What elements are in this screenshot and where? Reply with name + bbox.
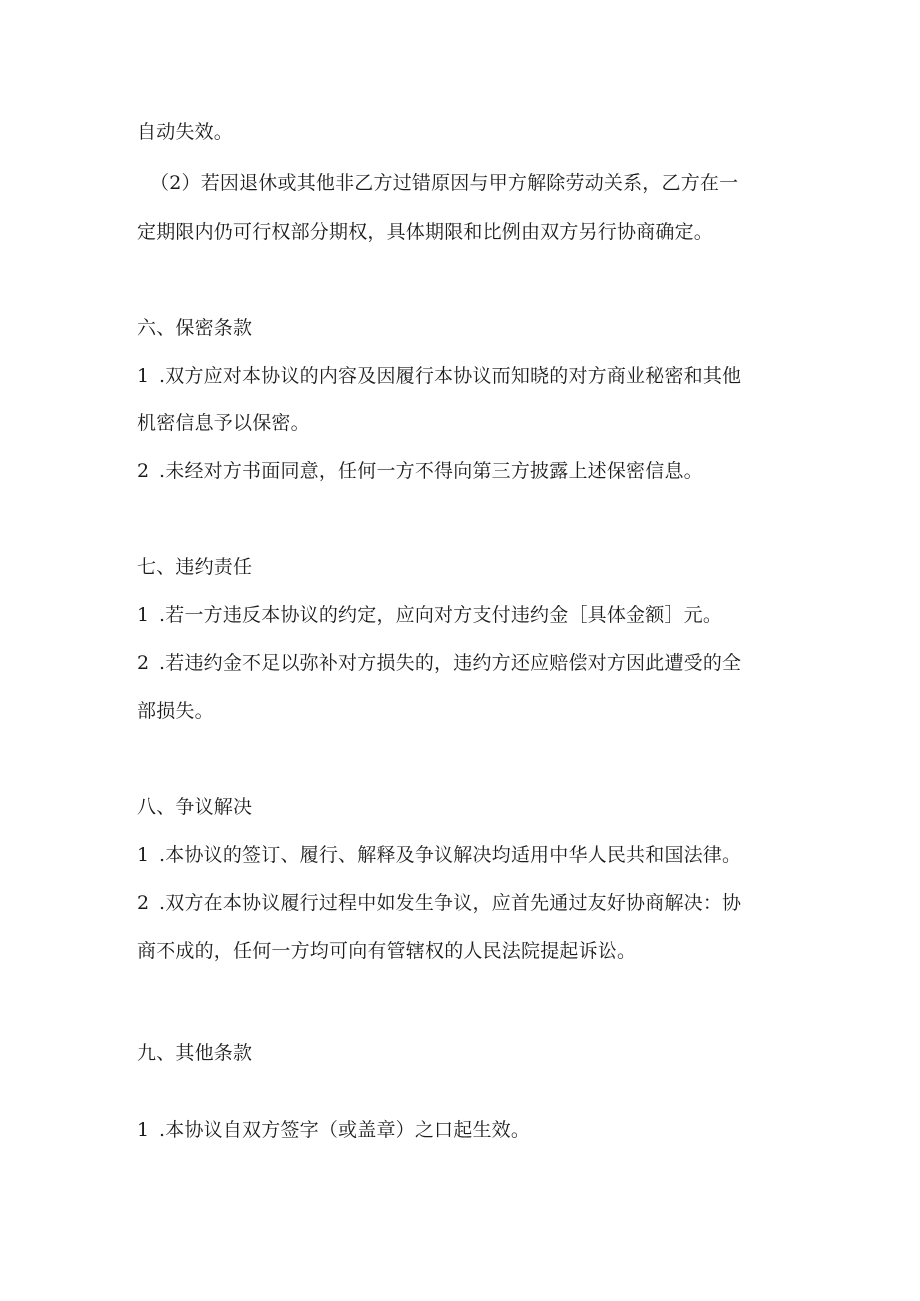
section9-heading: 九、其他条款 [137, 1042, 253, 1064]
item-text: .若一方违反本协议的约定，应向对方支付违约金［具体金额］元。 [159, 604, 723, 626]
item-number: 1 [137, 844, 150, 866]
section7-item1-line1 [137, 602, 722, 628]
item-text: .双方在本协议履行过程中如发生争议，应首先通过友好协商解决：协 [159, 892, 742, 914]
item-number: 2 [137, 892, 150, 914]
section7-item2-line2: 部损失。 [137, 700, 214, 722]
item-text: .本协议的签订、履行、解释及争议解决均适用中华人民共和国法律。 [159, 844, 742, 866]
section6-heading: 六、保密条款 [137, 317, 253, 339]
section8-item1-line1 [137, 842, 741, 868]
item-text: .若违约金不足以弥补对方损失的，违约方还应赔偿对方因此遭受的全 [159, 652, 742, 674]
item-number: 1 [137, 604, 150, 626]
item-text: .未经对方书面同意，任何一方不得向第三方披露上述保密信息。 [159, 460, 703, 482]
item-number: 2 [137, 460, 150, 482]
item-text: .本协议自双方签字（或盖章）之口起生效。 [159, 1119, 531, 1141]
section8-heading: 八、争议解决 [137, 796, 253, 818]
section8-item2-line2: 商不成的，任何一方均可向有管辖权的人民法院提起诉讼。 [137, 940, 637, 962]
section7-heading: 七、违约责任 [137, 556, 253, 578]
section6-item1-line1 [137, 363, 741, 389]
section5-tail: 自动失效。 [137, 121, 234, 143]
section8-item2-line1 [137, 890, 741, 916]
section7-item2-line1 [137, 650, 741, 676]
section6-item1-line2: 机密信息予以保密。 [137, 412, 310, 434]
section5-item2-line2: 定期限内仍可行权部分期权，具体期限和比例由双方另行协商确定。 [137, 221, 714, 243]
section5-item2-line1: （2）若因退休或其他非乙方过错原因与甲方解除劳动关系，乙方在一 [150, 172, 739, 194]
item-number: 1 [137, 365, 150, 387]
item-text: .双方应对本协议的内容及因履行本协议而知晓的对方商业秘密和其他 [159, 365, 742, 387]
item-number: 1 [137, 1119, 150, 1141]
item-number: 2 [137, 652, 150, 674]
section9-item1-line1 [137, 1117, 530, 1143]
section6-item2-line1 [137, 458, 703, 484]
